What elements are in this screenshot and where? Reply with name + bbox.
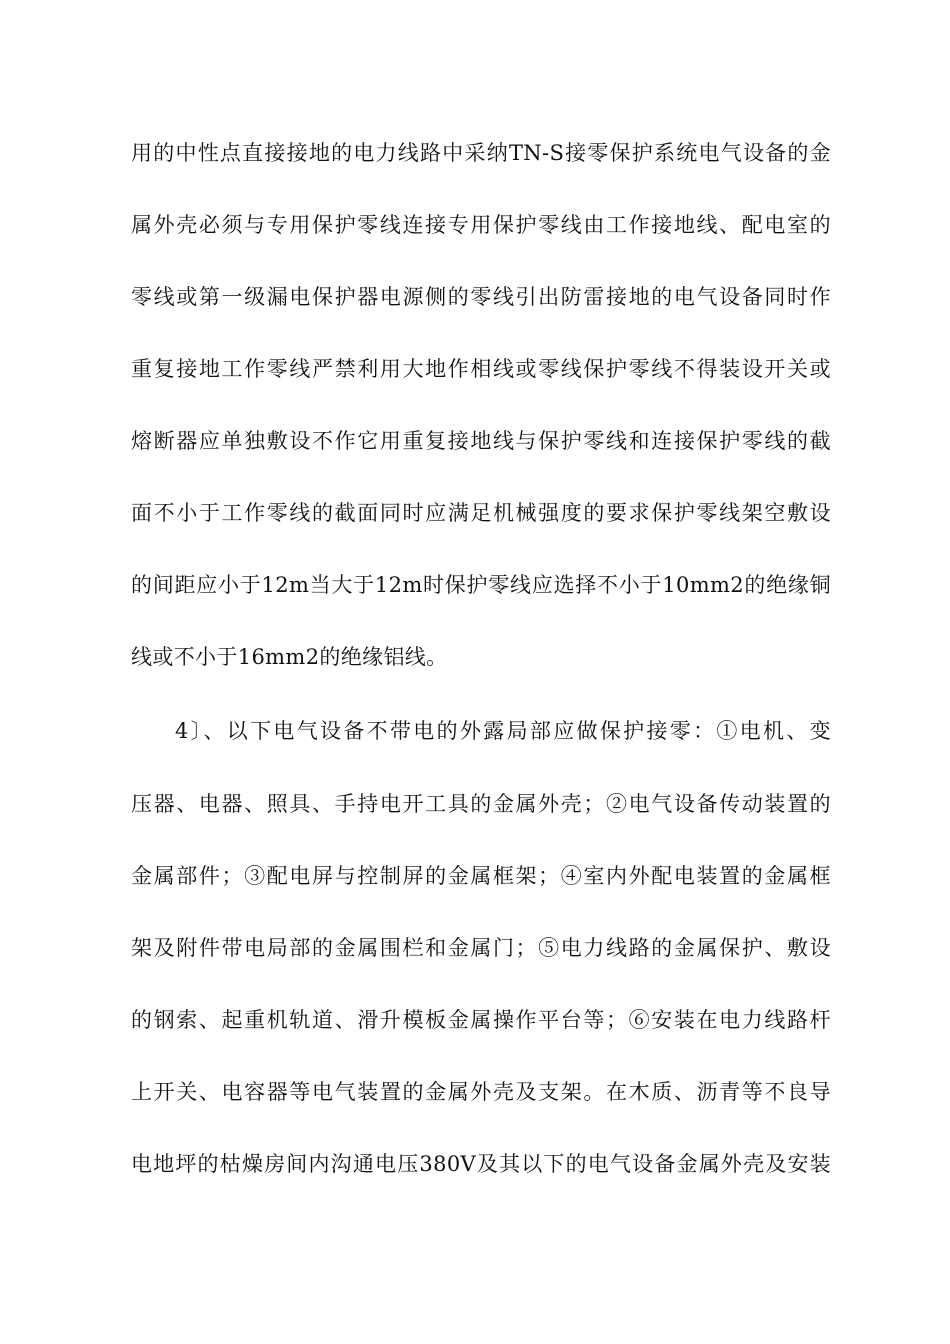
text-line-paragraph-end: 线或不小于16mm2的绝缘铝线。	[131, 645, 448, 669]
text-line: 上开关、电容器等电气装置的金属外壳及支架。在木质、沥青等不良导	[131, 1080, 831, 1104]
text-line: 压器、电器、照具、手持电开工具的金属外壳；②电气设备传动装置的	[131, 792, 831, 816]
text-line: 用的中性点直接接地的电力线路中采纳TN-S接零保护系统电气设备的金	[131, 141, 831, 165]
text-line: 面不小于工作零线的截面同时应满足机械强度的要求保护零线架空敷设	[131, 501, 831, 525]
text-line: 电地坪的枯燥房间内沟通电压380V及其以下的电气设备金属外壳及安装	[131, 1152, 831, 1176]
text-line: 金属部件；③配电屏与控制屏的金属框架；④室内外配电装置的金属框	[131, 864, 831, 888]
text-line: 架及附件带电局部的金属围栏和金属门；⑤电力线路的金属保护、敷设	[131, 936, 831, 960]
text-line: 的间距应小于12m当大于12m时保护零线应选择不小于10mm2的绝缘铜	[131, 573, 831, 597]
text-line-paragraph-start: 4〕、以下电气设备不带电的外露局部应做保护接零：①电机、变	[175, 719, 831, 743]
text-line: 属外壳必须与专用保护零线连接专用保护零线由工作接地线、配电室的	[131, 213, 831, 237]
text-line: 重复接地工作零线严禁利用大地作相线或零线保护零线不得装设开关或	[131, 357, 831, 381]
text-line: 熔断器应单独敷设不作它用重复接地线与保护零线和连接保护零线的截	[131, 429, 831, 453]
text-line: 的钢索、起重机轨道、滑升模板金属操作平台等；⑥安装在电力线路杆	[131, 1008, 831, 1032]
text-line: 零线或第一级漏电保护器电源侧的零线引出防雷接地的电气设备同时作	[131, 285, 831, 309]
